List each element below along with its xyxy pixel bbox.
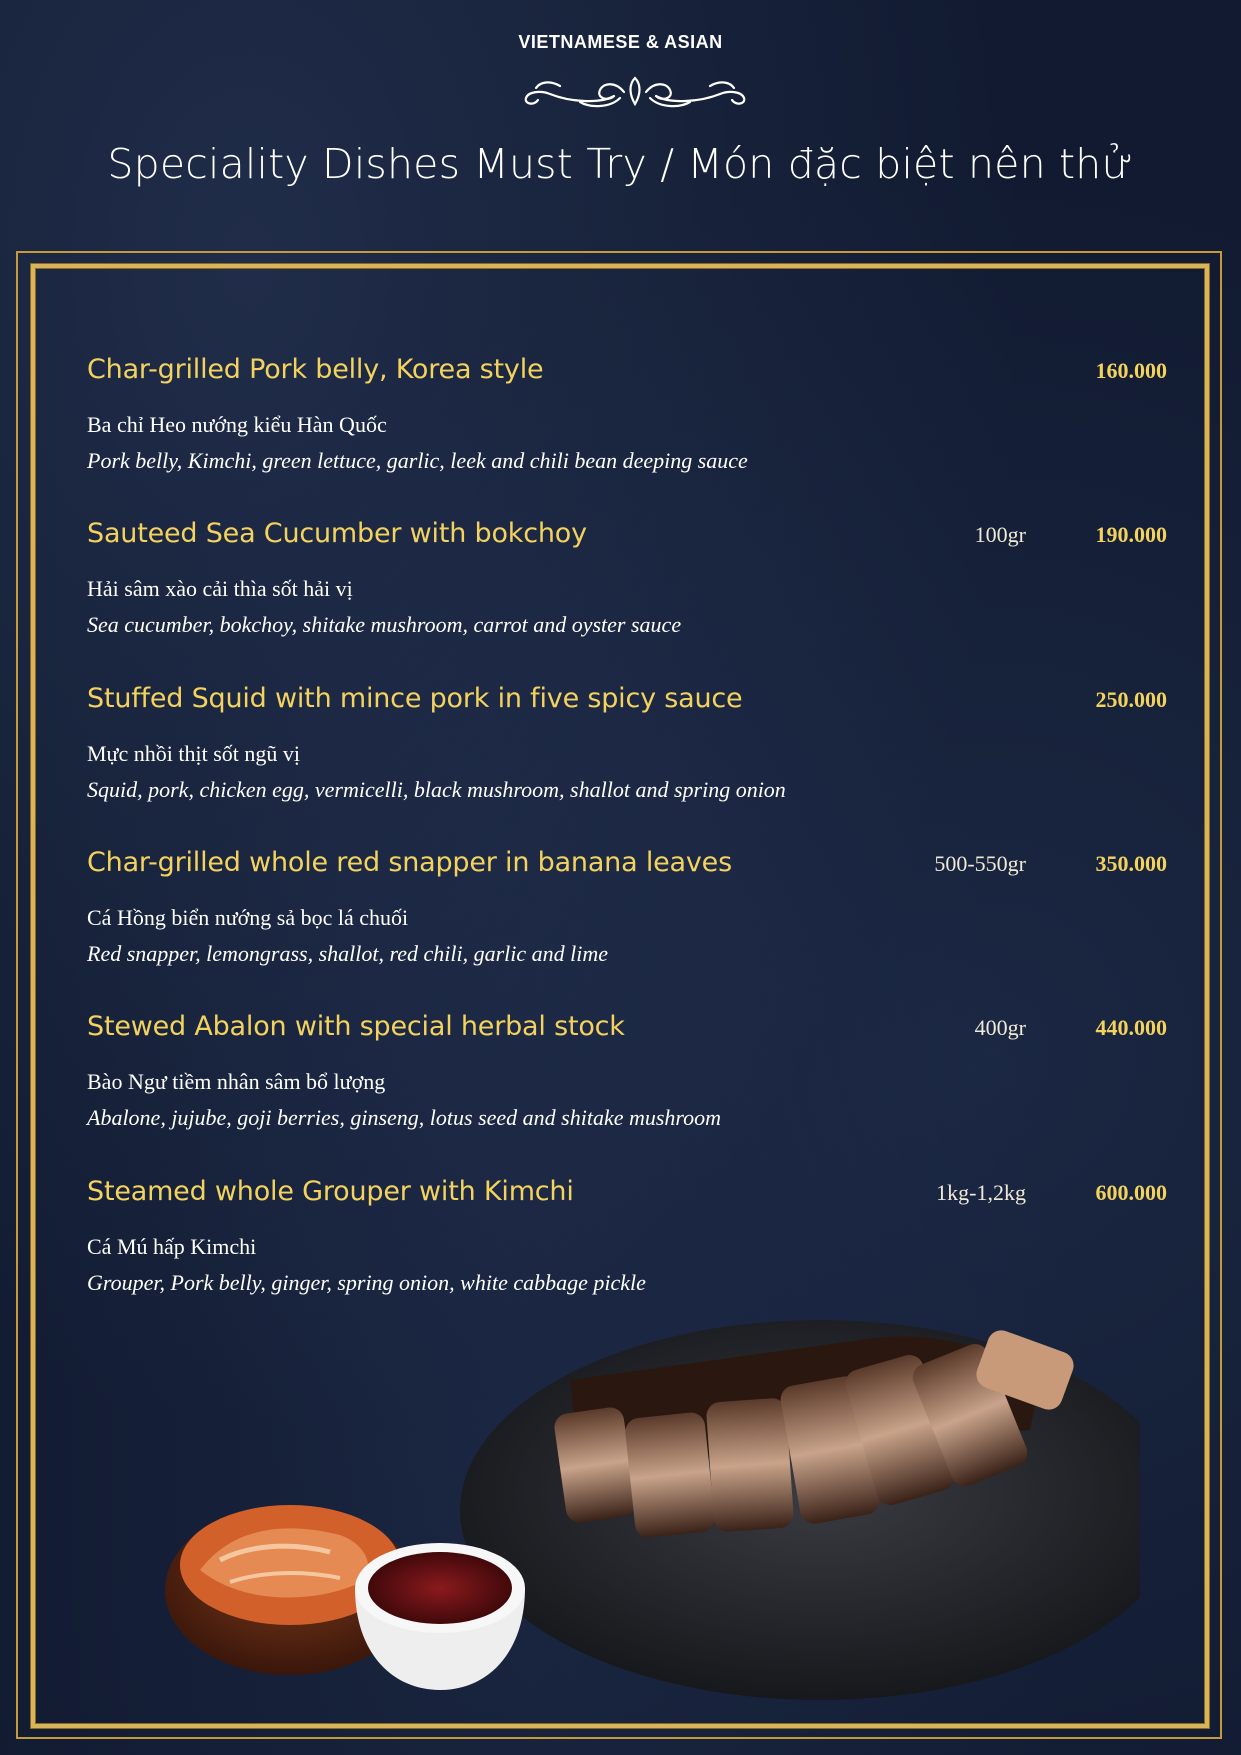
dish-price: 250.000 (1095, 687, 1167, 712)
dish-price: 600.000 (1095, 1180, 1167, 1205)
dish-price: 440.000 (1095, 1015, 1167, 1040)
dish-price: 350.000 (1095, 851, 1167, 876)
menu-item (87, 847, 1167, 987)
dish-portion: 100gr (974, 522, 1026, 547)
menu-header (0, 0, 1241, 240)
dish-name: Sauteed Sea Cucumber with bokchoy (87, 518, 587, 549)
dish-vietnamese-name: Mực nhồi thịt sốt ngũ vị (87, 741, 300, 766)
ornament-divider-icon (520, 72, 750, 112)
dish-description: Red snapper, lemongrass, shallot, red chili, garlic and lime (87, 941, 609, 966)
dish-portion: 400gr (974, 1015, 1026, 1040)
menu-item (87, 683, 1167, 823)
dish-description: Squid, pork, chicken egg, vermicelli, black mushroom, shallot and spring onion (87, 777, 786, 802)
dish-name: Char-grilled whole red snapper in banana leaves (87, 847, 732, 878)
dish-name: Stuffed Squid with mince pork in five spicy sauce (87, 683, 743, 714)
menu-item (87, 1011, 1167, 1151)
dish-vietnamese-name: Cá Hồng biển nướng sả bọc lá chuối (87, 905, 409, 930)
dish-portion: 500-550gr (934, 851, 1026, 876)
dish-name: Char-grilled Pork belly, Korea style (87, 354, 544, 385)
dish-vietnamese-name: Cá Mú hấp Kimchi (87, 1234, 257, 1259)
dish-price: 190.000 (1095, 522, 1167, 547)
dish-price: 160.000 (1095, 358, 1167, 383)
dish-name: Steamed whole Grouper with Kimchi (87, 1176, 574, 1207)
dish-name: Stewed Abalon with special herbal stock (87, 1011, 625, 1042)
dish-description: Sea cucumber, bokchoy, shitake mushroom, carrot and oyster sauce (87, 612, 682, 637)
dish-portion: 1kg-1,2kg (936, 1180, 1026, 1205)
dish-description: Abalone, jujube, goji berries, ginseng, lotus seed and shitake mushroom (87, 1105, 722, 1130)
dipping-sauce-bowl (355, 1543, 525, 1690)
menu-item (87, 1176, 1167, 1316)
dish-vietnamese-name: Hải sâm xào cải thìa sốt hải vị (87, 576, 353, 601)
dish-vietnamese-name: Bào Ngư tiềm nhân sâm bổ lượng (87, 1069, 386, 1094)
menu-item (87, 354, 1167, 494)
cuisine-label: VIETNAMESE & ASIAN (518, 32, 723, 52)
dish-description: Pork belly, Kimchi, green lettuce, garlic, leek and chili bean deeping sauce (87, 448, 748, 473)
menu-item (87, 518, 1167, 658)
page-title: Speciality Dishes Must Try / Món đặc biệt nên thử (107, 140, 1134, 188)
dish-description: Grouper, Pork belly, ginger, spring onion, white cabbage pickle (87, 1270, 646, 1295)
food-photo (160, 1320, 1140, 1720)
dish-vietnamese-name: Ba chỉ Heo nướng kiểu Hàn Quốc (87, 412, 387, 437)
